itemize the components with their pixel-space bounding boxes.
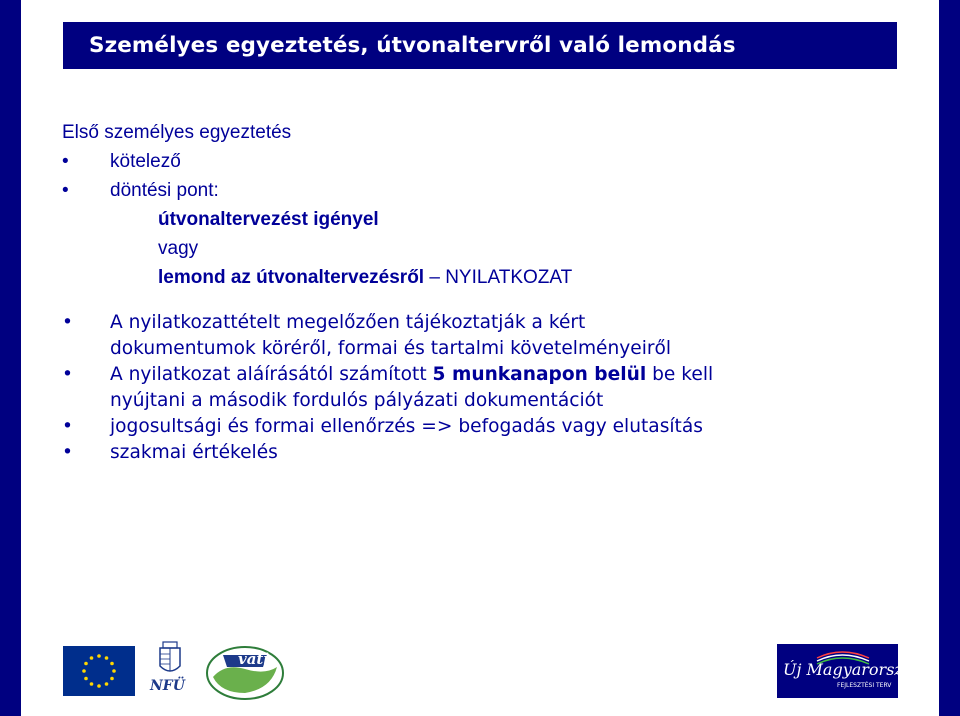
title-band bbox=[63, 22, 897, 69]
point-2-suffix: be kell bbox=[652, 364, 714, 385]
slide-body bbox=[62, 118, 892, 466]
or-word: vagy bbox=[158, 238, 199, 259]
option-2-suffix: – NYILATKOZAT bbox=[429, 267, 573, 288]
bullet-icon: • bbox=[62, 416, 73, 437]
point-2-bold: 5 munkanapon belül bbox=[432, 364, 647, 385]
uj-magyarorszag-logo-icon bbox=[777, 644, 923, 698]
list-item bbox=[62, 147, 892, 176]
point-1-line-1: A nyilatkozattételt megelőzően tájékoztatják a kért bbox=[110, 312, 586, 333]
bullet-icon: • bbox=[62, 151, 69, 172]
list-item bbox=[62, 310, 892, 336]
point-2-prefix: A nyilatkozat aláírásától számított bbox=[110, 364, 427, 385]
bullet-icon: • bbox=[62, 442, 73, 463]
bullet-icon: • bbox=[62, 364, 73, 385]
point-4: szakmai értékelés bbox=[110, 442, 278, 463]
intro-bullet-2: döntési pont: bbox=[110, 180, 219, 201]
option-1: útvonaltervezést igényel bbox=[158, 209, 379, 230]
point-2-line-2: nyújtani a második fordulós pályázati dokumentációt bbox=[110, 390, 604, 411]
bullet-icon: • bbox=[62, 180, 69, 201]
slide-title: Személyes egyeztetés, útvonaltervről való lemondás bbox=[89, 33, 736, 58]
option-2: lemond az útvonaltervezésről bbox=[158, 267, 425, 288]
list-item bbox=[62, 176, 892, 205]
list-item bbox=[62, 440, 892, 466]
point-3: jogosultsági és formai ellenőrzés => befogadás vagy elutasítás bbox=[110, 416, 703, 437]
nfu-logo-text: NFÜ bbox=[150, 678, 185, 694]
footer-logos bbox=[0, 640, 960, 716]
right-border-bar bbox=[939, 0, 960, 716]
umt-logo-text: Új Magyarország bbox=[783, 660, 923, 679]
eu-flag-icon bbox=[63, 646, 135, 696]
spacer bbox=[62, 292, 892, 310]
bullet-icon: • bbox=[62, 312, 73, 333]
option-2-line bbox=[62, 263, 892, 292]
umt-logo-subtext: FEJLESZTÉSI TERV bbox=[837, 682, 892, 689]
intro-heading: Első személyes egyeztetés bbox=[62, 122, 292, 143]
intro-bullet-1: kötelező bbox=[110, 151, 181, 172]
list-item bbox=[62, 414, 892, 440]
vati-logo-text: váti bbox=[238, 650, 270, 668]
point-1-line-2: dokumentumok köréről, formai és tartalmi követelményeiről bbox=[110, 338, 672, 359]
left-border-bar bbox=[0, 0, 21, 716]
list-item bbox=[62, 362, 892, 388]
